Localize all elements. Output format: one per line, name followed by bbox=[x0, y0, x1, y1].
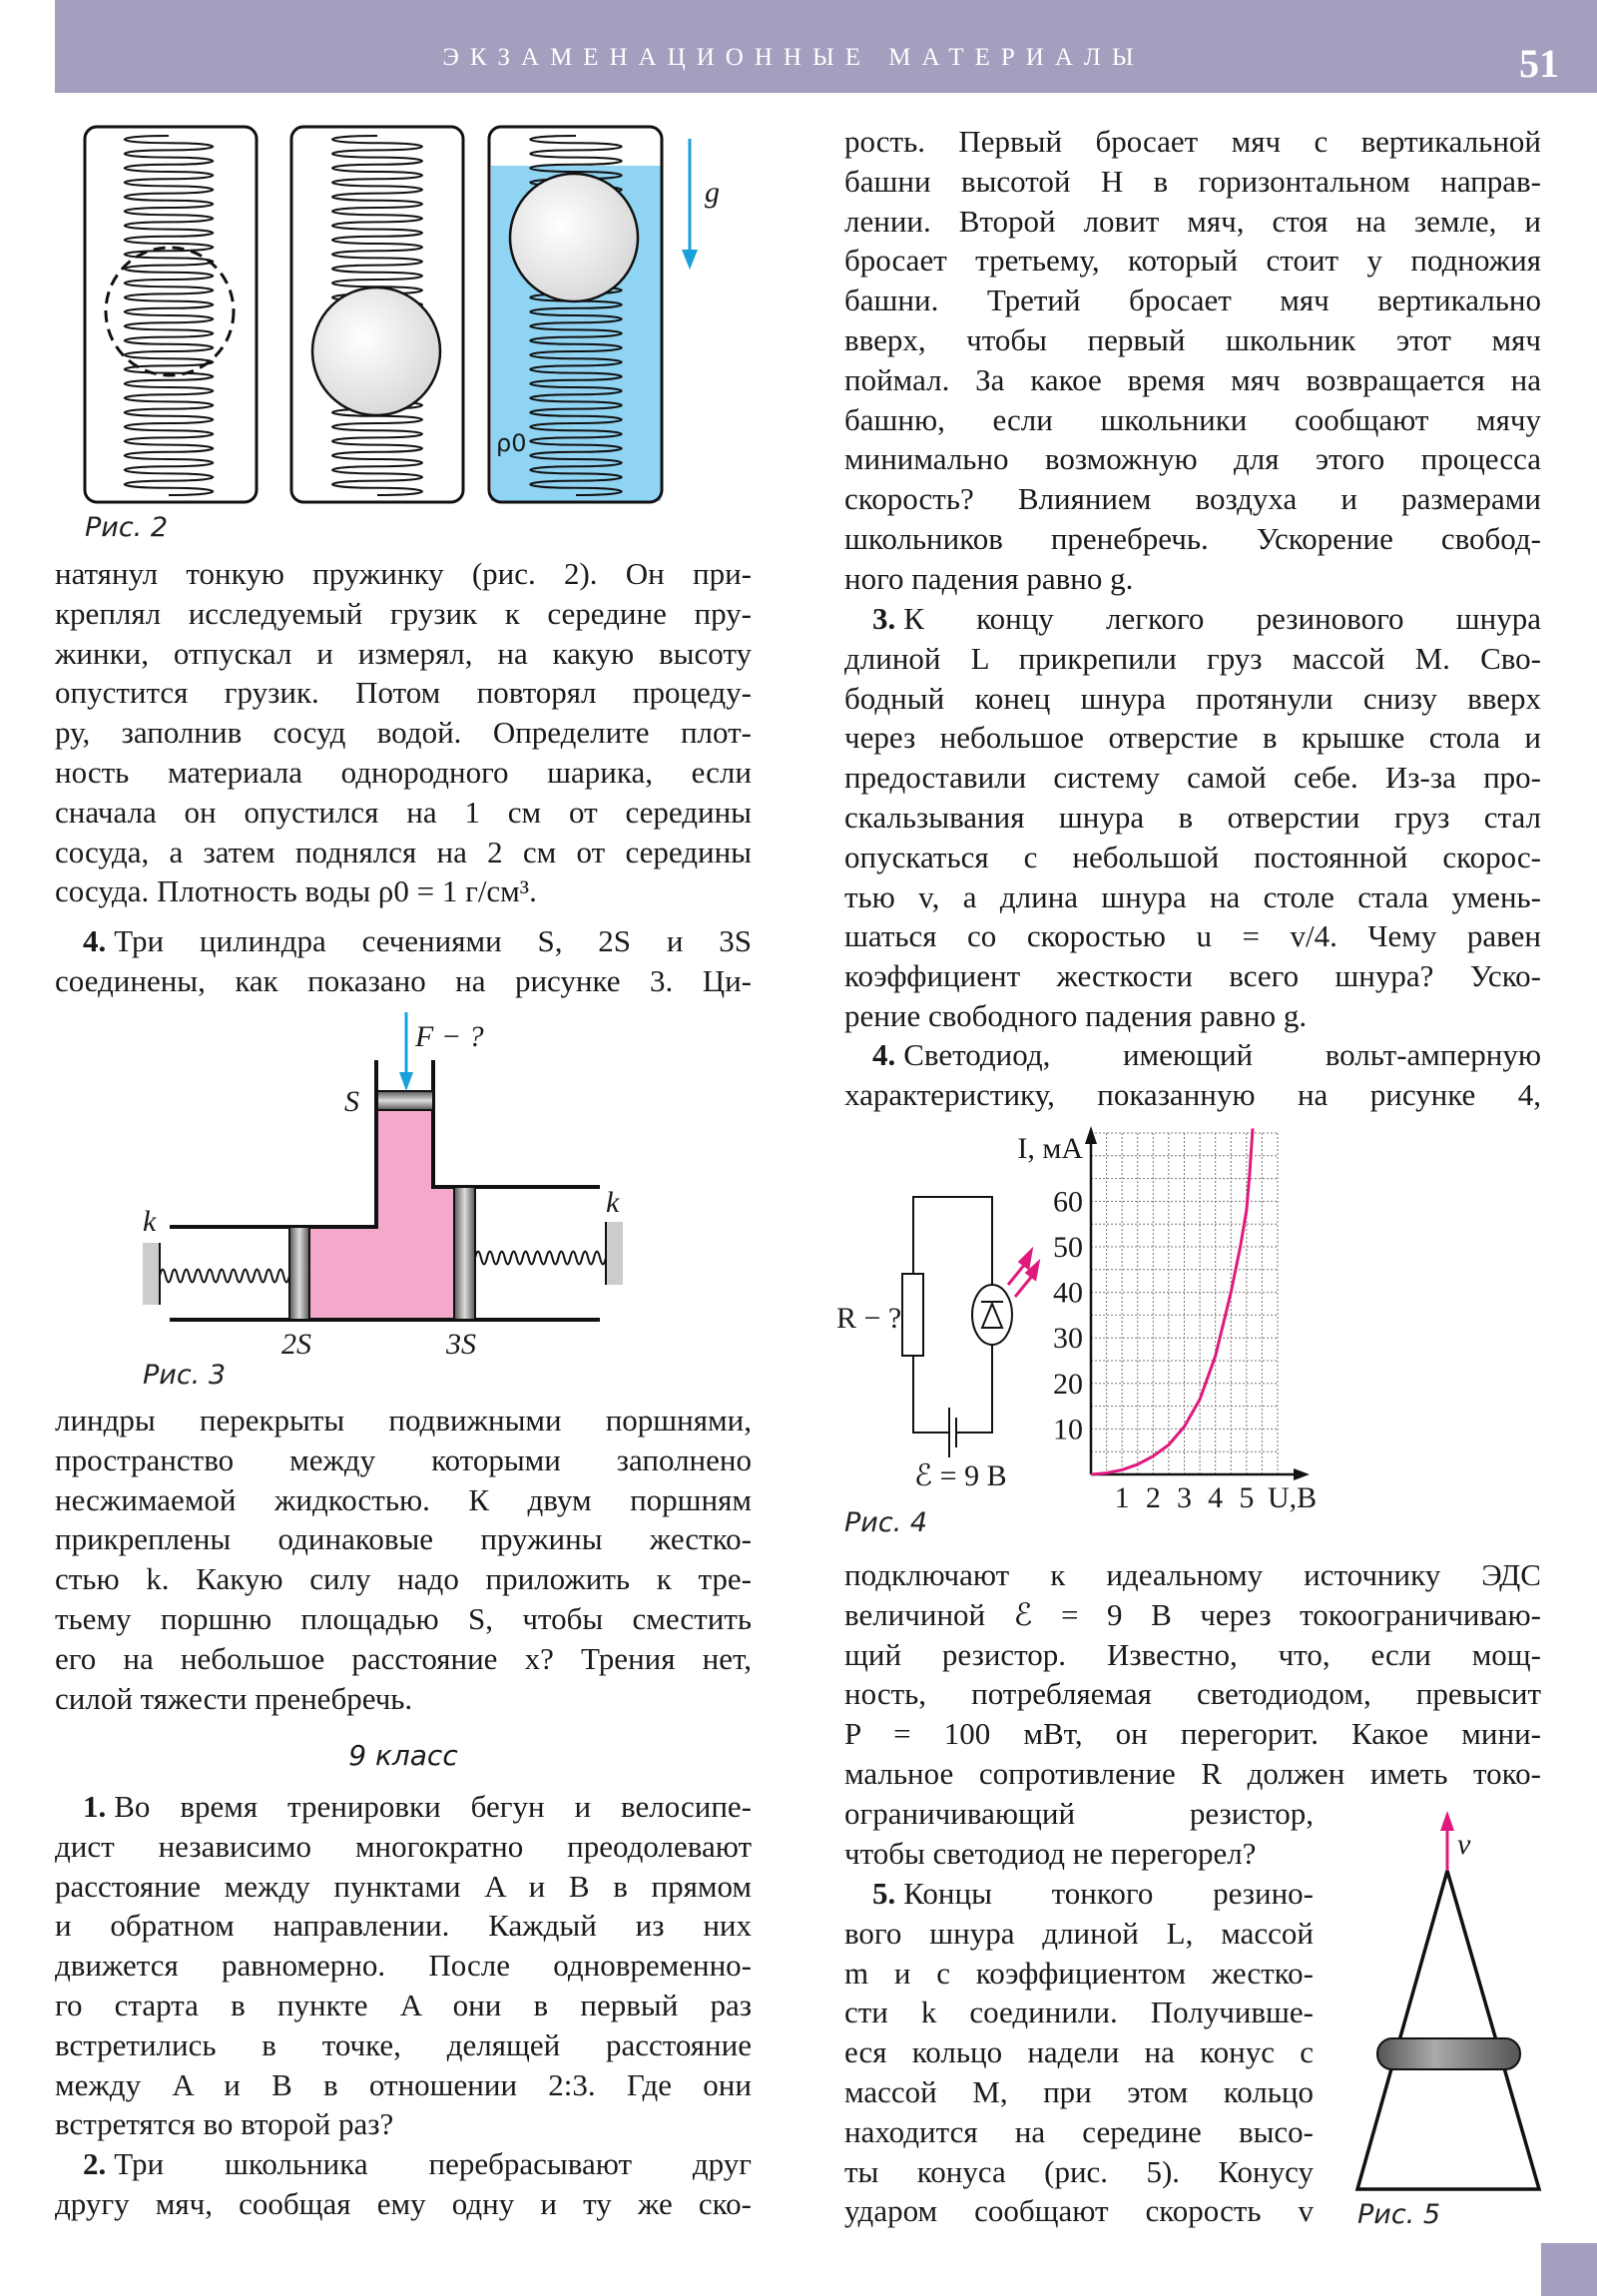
figure-2 bbox=[85, 127, 720, 502]
text-line: бодный конец шнура протянули снизу вверх bbox=[844, 680, 1541, 716]
rubber-ring bbox=[1377, 2038, 1520, 2069]
text-line: рение свободного падения равно g. bbox=[844, 997, 1308, 1033]
text-line: вого шнура длиной L, массой bbox=[844, 1915, 1314, 1951]
text-line: характеристику, показанную на рисунке 4, bbox=[844, 1076, 1541, 1112]
section-heading: 9 класс bbox=[348, 1739, 458, 1772]
ball-floating bbox=[510, 174, 638, 301]
text-line: шаться со скоростью u = v/4. Чему равен bbox=[844, 918, 1541, 954]
problem-number: 1. bbox=[83, 1789, 107, 1824]
figure-2-caption: Рис. 2 bbox=[85, 512, 169, 543]
text-line: соединены, как показано на рисунке 3. Ци- bbox=[55, 962, 752, 998]
figure-3-caption: Рис. 3 bbox=[143, 1360, 227, 1391]
text-line: лении. Второй ловит мяч, стоя на земле, и bbox=[844, 203, 1541, 239]
text-line-content: Три школьника перебрасывают друг bbox=[114, 2146, 752, 2181]
ball bbox=[312, 287, 440, 415]
text-line: школьников пренебречь. Ускорение свобод- bbox=[844, 520, 1541, 556]
text-line: сосуда. Плотность воды ρ0 = 1 г/см³. bbox=[55, 873, 537, 909]
emf-label: ℰ = 9 В bbox=[914, 1459, 1007, 1492]
text-line: несжимаемой жидкостью. К двум поршням bbox=[55, 1481, 752, 1517]
rho-label: ρ0 bbox=[496, 429, 527, 457]
text-line: мальное сопротивление R должен иметь токо- bbox=[844, 1755, 1541, 1791]
text-line: го старта в пункте A они в первый раз bbox=[55, 1987, 752, 2022]
text-line: m и с коэффициентом жестко- bbox=[844, 1955, 1314, 1991]
v-label: v bbox=[1457, 1828, 1471, 1861]
y-axis-label: I, мА bbox=[1017, 1132, 1083, 1165]
problem-number: 3. bbox=[872, 601, 896, 636]
text-line: величиной ℰ = 9 В через токоограничиваю- bbox=[844, 1596, 1541, 1632]
figure-5 bbox=[1357, 1811, 1539, 2189]
2s-label: 2S bbox=[281, 1328, 311, 1361]
s-label: S bbox=[344, 1085, 359, 1118]
piston-2s bbox=[289, 1227, 309, 1320]
text-line: вверх, чтобы первый школьник этот мяч bbox=[844, 321, 1541, 357]
text-line-content: Во время тренировки бегун и велосипе- bbox=[114, 1789, 752, 1824]
problem-number: 4. bbox=[872, 1037, 896, 1072]
text-line-content: Светодиод, имеющий вольт-амперную bbox=[903, 1037, 1541, 1072]
figure-4-caption: Рис. 4 bbox=[844, 1507, 928, 1538]
text-line: поймал. За какое время мяч возвращается на bbox=[844, 361, 1541, 397]
text-line: скальзывания шнура в отверстии груз стал bbox=[844, 799, 1541, 835]
text-line: скорость? Влиянием воздуха и размерами bbox=[844, 481, 1541, 517]
text-line: рость. Первый бросает мяч с вертикальной bbox=[844, 124, 1541, 159]
running-title: ЭКЗАМЕНАЦИОННЫЕ МАТЕРИАЛЫ bbox=[442, 44, 1145, 71]
text-line-content: Три цилиндра сечениями S, 2S и 3S bbox=[114, 923, 752, 958]
iv-chart bbox=[1017, 1126, 1317, 1514]
text-line-content: Концы тонкого резино- bbox=[903, 1876, 1314, 1911]
text-line: стью k. Какую силу надо приложить к тре- bbox=[55, 1561, 752, 1597]
problem-number: 5. bbox=[872, 1876, 896, 1911]
y-tick-label: 20 bbox=[1053, 1367, 1083, 1401]
text-line: башню, если школьники сообщают мячу bbox=[844, 401, 1541, 437]
cylinder-wall bbox=[433, 1060, 600, 1187]
k-label-left: k bbox=[143, 1205, 157, 1238]
3s-label: 3S bbox=[446, 1328, 476, 1361]
text-line: сосуда, а затем поднялся на 2 см от середины bbox=[55, 834, 752, 869]
text-line: коэффициент жесткости всего шнура? Уско- bbox=[844, 958, 1541, 994]
text-line: ность, потребляемая светодиодом, превысит bbox=[844, 1676, 1541, 1712]
problem-number: 2. bbox=[83, 2146, 107, 2181]
text-line: расстояние между пунктами A и B в прямом bbox=[55, 1868, 752, 1904]
problem-number: 4. bbox=[83, 923, 107, 958]
text-line: пространство между которыми заполнено bbox=[55, 1441, 752, 1477]
page-corner-tab bbox=[1541, 2243, 1597, 2296]
text-line: встретились в точке, делящей расстояние bbox=[55, 2026, 752, 2062]
figure-4-circuit bbox=[836, 1197, 1038, 1492]
text-line: щий резистор. Известно, что, если мощ- bbox=[844, 1636, 1541, 1672]
iv-curve bbox=[1091, 1128, 1253, 1474]
wall-left bbox=[143, 1243, 160, 1305]
gravity-arrowhead bbox=[682, 250, 698, 270]
spring-left bbox=[160, 1270, 289, 1283]
x-tick-label: 1 bbox=[1114, 1481, 1130, 1514]
x-tick-label: 2 bbox=[1145, 1481, 1161, 1514]
text-line: силой тяжести пренебречь. bbox=[55, 1680, 413, 1716]
x-tick-label: 3 bbox=[1177, 1481, 1192, 1514]
text-line: через небольшое отверстие в крышке стола и bbox=[844, 720, 1541, 756]
y-tick-label: 50 bbox=[1053, 1231, 1083, 1264]
light-arrows-icon bbox=[1008, 1251, 1038, 1297]
text-line: тью v, а длина шнура на столе стала умень- bbox=[844, 878, 1541, 914]
text-line: бросает третьему, который стоит у подножия bbox=[844, 243, 1541, 279]
text-line: подключают к идеальному источнику ЭДС bbox=[844, 1557, 1541, 1592]
resistor bbox=[902, 1274, 923, 1356]
text-line: ударом сообщают скорость v bbox=[844, 2193, 1314, 2229]
led-symbol bbox=[972, 1285, 1012, 1345]
text-line: между A и B в отношении 2:3. Где они bbox=[55, 2066, 752, 2102]
text-line: дист независимо многократно преодолевают bbox=[55, 1828, 752, 1864]
y-tick-label: 30 bbox=[1053, 1322, 1083, 1356]
x-tick-label: 5 bbox=[1239, 1481, 1255, 1514]
text-line: опустится грузик. Потом повторял процеду- bbox=[55, 675, 752, 711]
spring-1 bbox=[125, 136, 214, 495]
text-line: сти k соединили. Получивше- bbox=[844, 1995, 1314, 2030]
text-line: башни. Третий бросает мяч вертикально bbox=[844, 283, 1541, 318]
y-tick-label: 40 bbox=[1053, 1276, 1083, 1310]
figure-5-caption: Рис. 5 bbox=[1357, 2199, 1441, 2230]
k-label-right: k bbox=[606, 1186, 620, 1219]
text-line: сначала он опустился на 1 см от середины bbox=[55, 794, 752, 830]
text-line: массой M, при этом кольцо bbox=[844, 2073, 1314, 2109]
text-line: минимально возможную для этого процесса bbox=[844, 441, 1541, 477]
text-line: тьему поршню площадью S, чтобы сместить bbox=[55, 1600, 752, 1636]
text-line: еся кольцо надели на конус с bbox=[844, 2034, 1314, 2070]
resistor-label: R − ? bbox=[836, 1302, 902, 1335]
spring-right bbox=[475, 1252, 606, 1265]
piston-3s bbox=[454, 1187, 475, 1320]
text-line: чтобы светодиод не перегорел? bbox=[844, 1835, 1257, 1871]
text-line: башни высотой H в горизонтальном направ- bbox=[844, 163, 1541, 199]
wall-right bbox=[606, 1222, 623, 1285]
text-line: ру, заполнив сосуд водой. Определите плот- bbox=[55, 715, 752, 751]
figure-3 bbox=[143, 1012, 623, 1361]
y-tick-label: 10 bbox=[1053, 1413, 1083, 1446]
text-line: креплял исследуемый грузик к середине пру- bbox=[55, 595, 752, 631]
text-line: встретятся во второй раз? bbox=[55, 2106, 394, 2142]
piston-s bbox=[377, 1091, 433, 1110]
text-line: предоставили систему самой себе. Из-за про- bbox=[844, 760, 1541, 796]
text-line: жинки, отпускал и измерял, на какую высоту bbox=[55, 635, 752, 671]
text-line: линдры перекрыты подвижными поршнями, bbox=[55, 1403, 752, 1437]
text-line-content: К концу легкого резинового шнура bbox=[903, 601, 1541, 636]
cone bbox=[1357, 1871, 1539, 2189]
g-label: g bbox=[705, 176, 720, 209]
text-line: ты конуса (рис. 5). Конусу bbox=[844, 2153, 1314, 2189]
text-line: другу мяч, сообщая ему одну и ту же ско- bbox=[55, 2185, 752, 2221]
text-line: длиной L прикрепили груз массой M. Сво- bbox=[844, 640, 1541, 676]
text-line: находится на середине высо- bbox=[844, 2113, 1314, 2149]
text-line: прикреплены одинаковые пружины жестко- bbox=[55, 1521, 752, 1557]
x-axis-label: U,В bbox=[1268, 1481, 1318, 1514]
text-line: натянул тонкую пружинку (рис. 2). Он при- bbox=[55, 556, 752, 591]
text-line: и обратном направлении. Каждый из них bbox=[55, 1908, 752, 1944]
text-line: P = 100 мВт, он перегорит. Какое мини- bbox=[844, 1716, 1541, 1752]
text-line: его на небольшое расстояние x? Трения нет, bbox=[55, 1640, 752, 1676]
text-line: ность материала однородного шарика, если bbox=[55, 754, 752, 790]
x-tick-label: 4 bbox=[1208, 1481, 1224, 1514]
text-line: опускаться с небольшой постоянной скорос- bbox=[844, 839, 1541, 874]
text-line: ного падения равно g. bbox=[844, 560, 1134, 596]
page-number: 51 bbox=[1519, 41, 1559, 86]
force-label: F − ? bbox=[415, 1020, 484, 1053]
text-line: ограничивающий резистор, bbox=[844, 1796, 1314, 1831]
text-line: движется равномерно. После одновременно- bbox=[55, 1948, 752, 1984]
y-tick-label: 60 bbox=[1053, 1185, 1083, 1219]
